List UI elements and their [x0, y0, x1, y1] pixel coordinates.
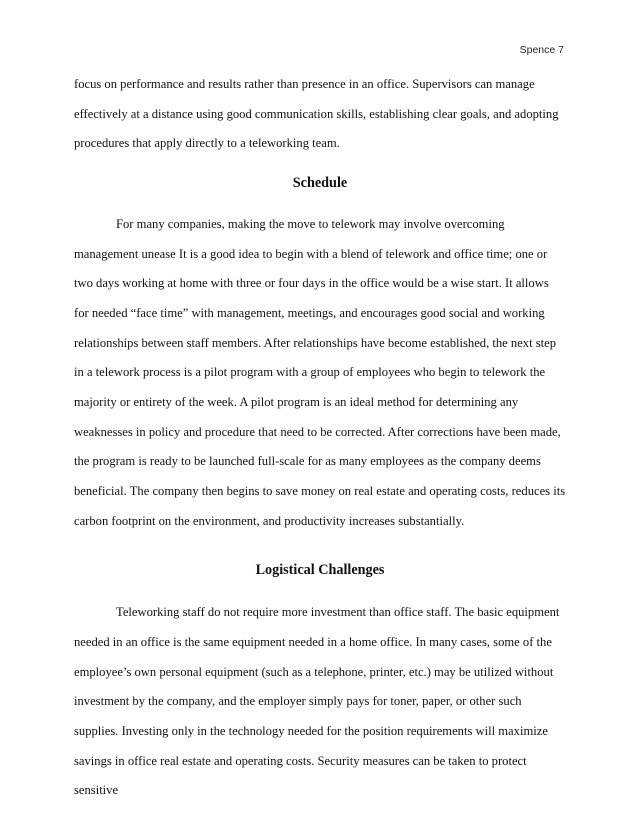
paragraph-continuation: focus on performance and results rather than presence in an office. Supervisors can manage effectively at a distance using good communication skills, establishing clear goals, and adopting procedures that apply directly to a teleworking team. — [74, 77, 559, 151]
section-heading-logistical-challenges: Logistical Challenges — [255, 561, 385, 578]
paragraph-schedule: For many companies, making the move to telework may involve overcoming management unease It is a good idea to begin with a blend of telework and office time; one or two days working at home with three or four days in the office would be a wise start. It allows for needed “face time” with management, meetings, and encourages good social and working relationships between staff members. After relationships have become established, the next step in a telework process is a pilot program with a group of employees who begin to telework the majority or entirety of the week. A pilot program is an ideal method for determining any weaknesses in policy and procedure that need to be corrected. After corrections have been made, the program is ready to be launched full-scale for as many employees as the company deems beneficial. The company then begins to save money on real estate and operating costs, reduces its carbon footprint on the environment, and productivity increases substantially. — [74, 216, 566, 528]
paragraph-logistical-challenges: Teleworking staff do not require more investment than office staff. The basic equipment needed in an office is the same equipment needed in a home office. In many cases, some of the employee’s own personal equipment (such as a telephone, printer, etc.) may be utilized without investment by the company, and the employer simply pays for toner, paper, or other such supplies. Investing only in the technology needed for the position requirements will maximize savings in office real estate and operating costs. Security measures can be taken to protect sensitive — [74, 605, 560, 798]
document-body — [74, 70, 566, 806]
section-heading-schedule: Schedule — [292, 175, 348, 192]
running-head: Spence 7 — [519, 44, 564, 56]
